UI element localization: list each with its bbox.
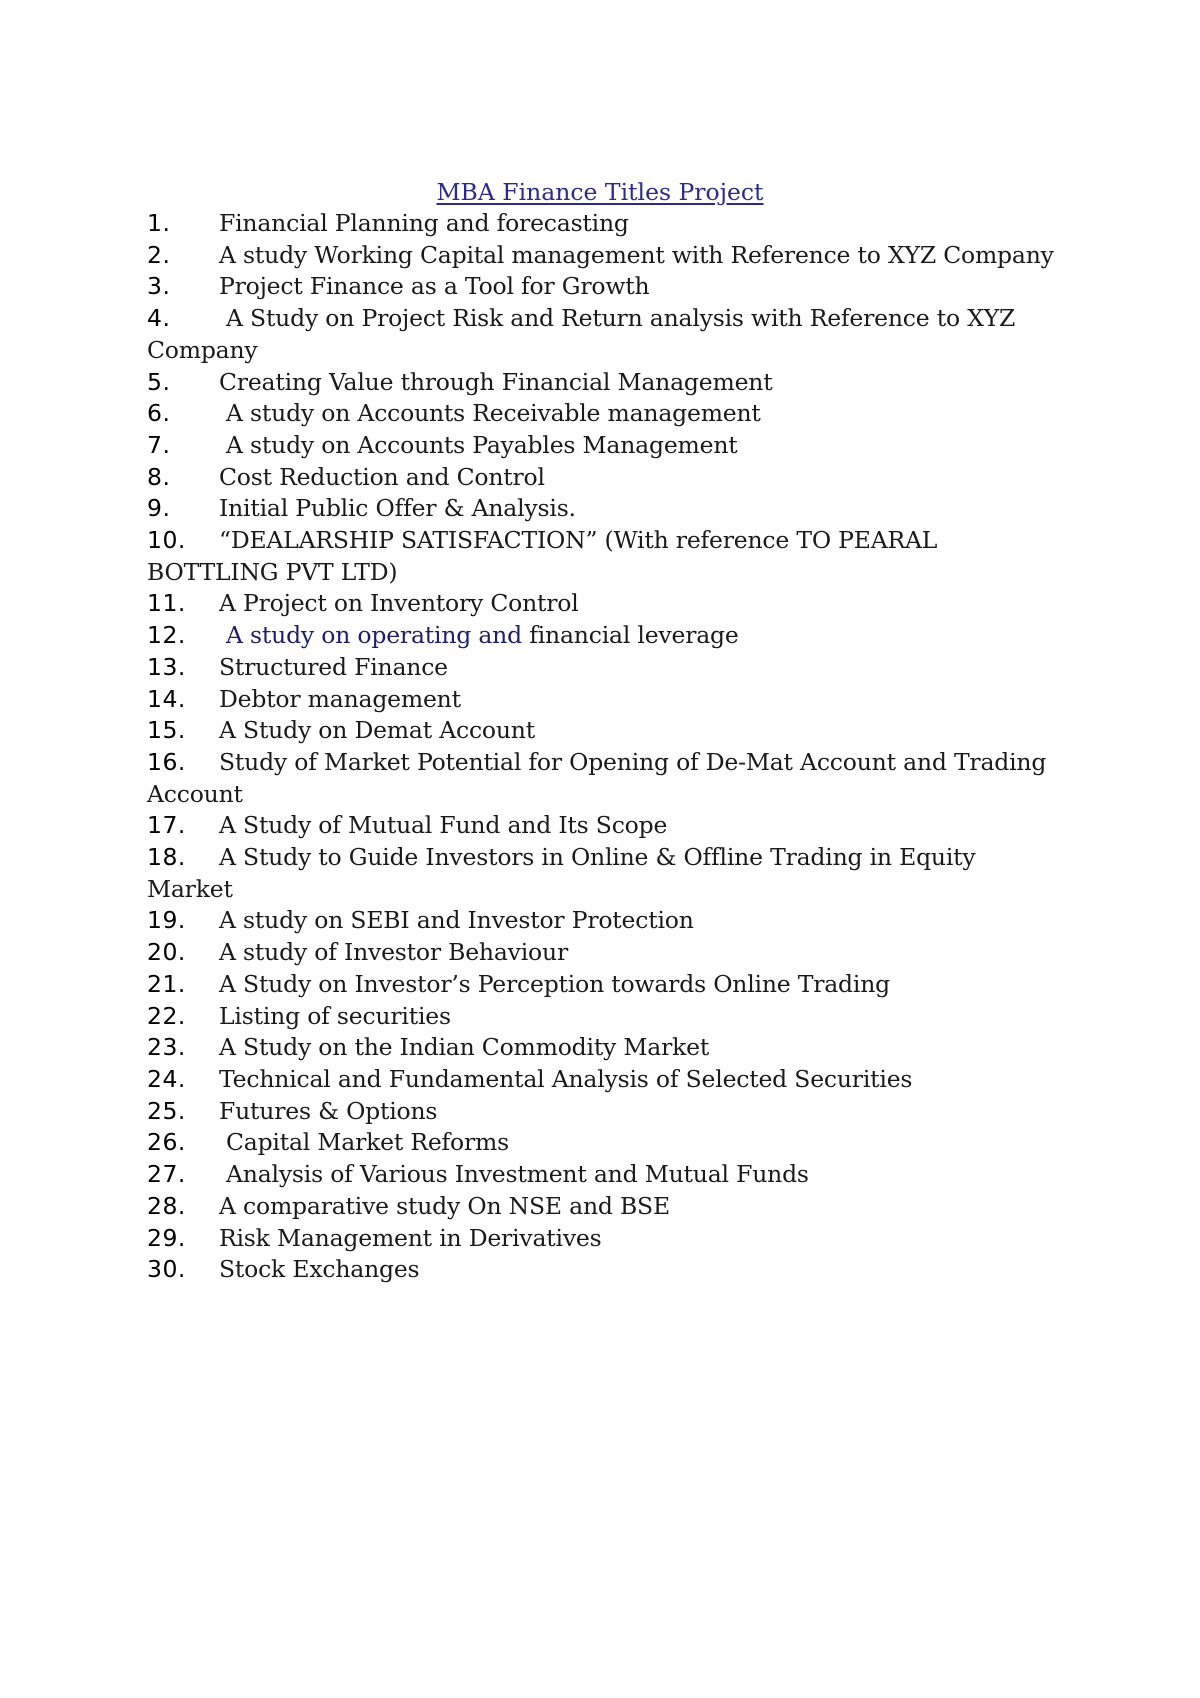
item-number: 10. [147, 526, 186, 555]
item-text: A study Working Capital management with Reference to XYZ Company [219, 240, 1054, 269]
item-text: Stock Exchanges [219, 1255, 420, 1284]
list-item [147, 937, 1067, 969]
item-text: A Study on Investor’s Perception towards Online Trading [219, 969, 890, 998]
item-number: 15. [147, 716, 186, 745]
list-item [147, 684, 1067, 716]
list-item [147, 1254, 1067, 1286]
list-item [147, 588, 1067, 620]
item-text: Risk Management in Derivatives [219, 1223, 602, 1252]
item-text: A Study to Guide Investors in Online & Offline Trading in Equity Market [147, 843, 976, 903]
list-item [147, 208, 1067, 240]
item-number: 21. [147, 969, 186, 998]
item-number: 20. [147, 938, 186, 967]
list-item [147, 303, 1067, 366]
item-text: Debtor management [219, 684, 461, 713]
item-number: 8. [147, 462, 171, 491]
item-number: 28. [147, 1191, 186, 1220]
item-text: A study of Investor Behaviour [219, 938, 568, 967]
item-number: 22. [147, 1001, 186, 1030]
item-text: A Study on Demat Account [219, 716, 535, 745]
item-number: 14. [147, 684, 186, 713]
list-item [147, 398, 1067, 430]
item-text: Creating Value through Financial Management [219, 367, 773, 396]
item-text: Analysis of Various Investment and Mutual Funds [226, 1160, 809, 1189]
item-text-accent: A study on operating and [226, 621, 522, 650]
list-item [147, 1223, 1067, 1255]
item-number: 27. [147, 1160, 186, 1189]
item-number: 19. [147, 906, 186, 935]
item-text: A Project on Inventory Control [219, 589, 579, 618]
item-text: A Study of Mutual Fund and Its Scope [219, 811, 668, 840]
item-text [219, 621, 739, 649]
item-number: 5. [147, 367, 171, 396]
item-text: Study of Market Potential for Opening of De-Mat Account and Trading Account [147, 747, 1047, 808]
list-item [147, 969, 1067, 1001]
item-text: A study on SEBI and Investor Protection [219, 906, 694, 935]
item-number: 24. [147, 1064, 186, 1093]
list-item [147, 271, 1067, 303]
list-item [147, 1191, 1067, 1223]
list-item [147, 240, 1067, 272]
list-item [147, 430, 1067, 462]
list-item [147, 1159, 1067, 1191]
project-titles-list [147, 208, 1067, 1286]
list-item [147, 810, 1067, 842]
list-item [147, 1096, 1067, 1128]
item-number: 26. [147, 1128, 186, 1157]
item-text: Cost Reduction and Control [219, 462, 545, 491]
item-number: 23. [147, 1033, 186, 1062]
list-item [147, 905, 1067, 937]
item-number: 17. [147, 811, 186, 840]
item-text: Structured Finance [219, 652, 448, 681]
item-number: 9. [147, 494, 171, 523]
item-number: 11. [147, 589, 186, 618]
item-text-rest: financial leverage [521, 621, 739, 650]
list-item [147, 525, 1067, 588]
item-text: Project Finance as a Tool for Growth [219, 272, 650, 301]
list-item [147, 1032, 1067, 1064]
item-number: 29. [147, 1223, 186, 1252]
item-text: A comparative study On NSE and BSE [219, 1191, 670, 1220]
item-number: 18. [147, 843, 186, 872]
item-text: Initial Public Offer & Analysis. [219, 494, 576, 523]
list-item [147, 715, 1067, 747]
item-text: A study on Accounts Receivable management [226, 399, 761, 428]
item-number: 30. [147, 1255, 186, 1284]
item-number: 12. [147, 621, 186, 650]
document-title: MBA Finance Titles Project [436, 178, 764, 206]
item-text: Futures & Options [219, 1096, 438, 1125]
list-item [147, 1127, 1067, 1159]
item-text: Capital Market Reforms [226, 1128, 509, 1157]
list-item [147, 652, 1067, 684]
item-text: “DEALARSHIP SATISFACTION” (With reference TO PEARAL BOTTLING PVT LTD) [147, 526, 938, 586]
item-number: 4. [147, 304, 171, 333]
item-number: 13. [147, 652, 186, 681]
list-item [147, 747, 1067, 810]
item-number: 3. [147, 272, 171, 301]
item-number: 16. [147, 747, 186, 776]
list-item [147, 1001, 1067, 1033]
list-item [147, 620, 1067, 652]
item-text: A Study on Project Risk and Return analysis with Reference to XYZ Company [147, 304, 1016, 364]
item-number: 7. [147, 430, 171, 459]
list-item [147, 842, 1067, 905]
list-item [147, 367, 1067, 399]
list-item [147, 1064, 1067, 1096]
list-item [147, 493, 1067, 525]
item-text: A study on Accounts Payables Management [226, 430, 738, 459]
item-number: 2. [147, 240, 171, 269]
list-item [147, 462, 1067, 494]
item-number: 25. [147, 1096, 186, 1125]
item-text: Technical and Fundamental Analysis of Selected Securities [219, 1064, 913, 1093]
item-text: Listing of securities [219, 1001, 451, 1030]
item-text: A Study on the Indian Commodity Market [219, 1033, 710, 1062]
item-text: Financial Planning and forecasting [219, 209, 629, 237]
item-number: 6. [147, 399, 171, 428]
item-number: 1. [147, 209, 171, 237]
